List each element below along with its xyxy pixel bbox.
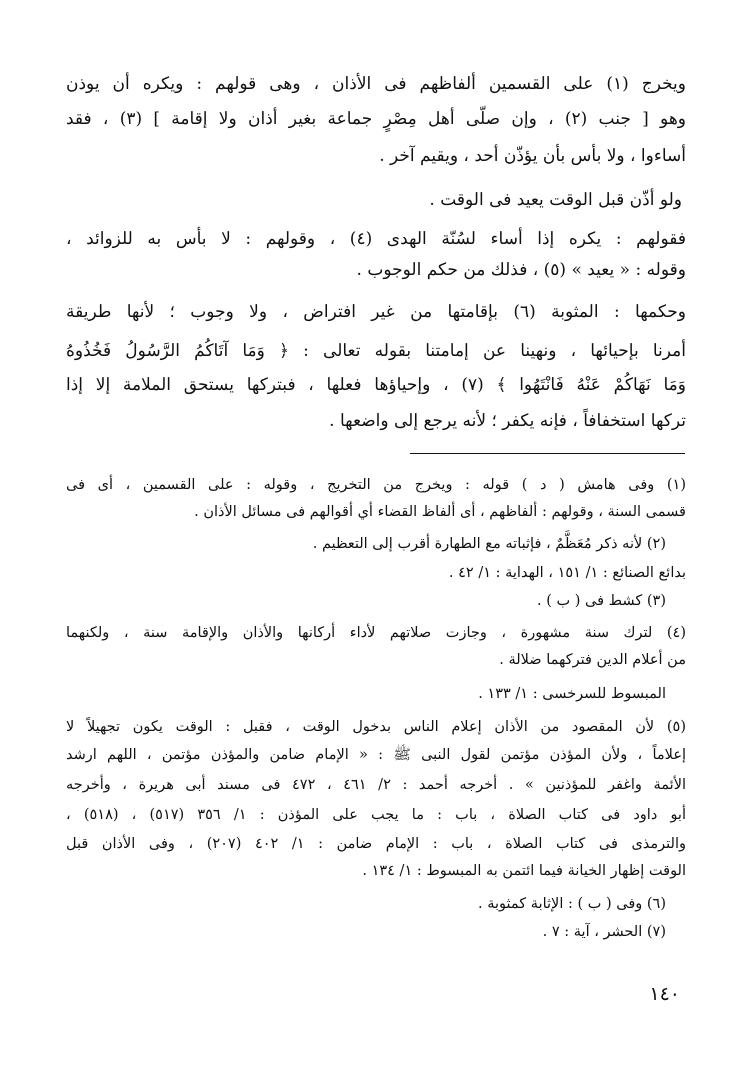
footnote-line: أبو داود فى كتاب الصلاة ، باب : ما يجب على المؤذن : ١/ ٣٥٦ (٥١٧) ، (٥١٨) ، xyxy=(66,807,686,823)
footnote-line: الأئمة واغفر للمؤذنين » . أخرجه أحمد : ٢/ ٤٦١ ، ٤٧٢ فى مسند أبى هريرة ، وأخرجه xyxy=(66,777,687,793)
main-text-line: أمرنا بإحيائها ، ونهينا عن إمامتنا بقوله تعالى : ﴿ وَمَا آتَاكُمُ الرَّسُولُ فَخُذُوهُ xyxy=(66,341,686,361)
footnote-line: والترمذى فى كتاب الصلاة ، باب : الإمام ضامن : ١/ ٤٠٢ (٢٠٧) ، وفى الأذان قبل xyxy=(66,836,687,852)
main-text-line: وحكمها : المثوبة (٦) بإقامتها من غير افتراض ، ولا وجوب ؛ لأنها طريقة xyxy=(66,302,686,322)
main-text-line: أساءوا ، ولا بأس بأن يؤذّن أحد ، ويقيم آخر . xyxy=(379,146,686,166)
footnote-line: (١) وفى هامش ( د ) قوله : ويخرج من التخريج ، وقوله : على القسمين ، أى فى xyxy=(66,477,686,493)
main-text-line: ويخرج (١) على القسمين ألفاظهم فى الأذان ، وهى قولهم : ويكره أن يوذن xyxy=(66,74,686,94)
footnote-line: المبسوط للسرخسى : ١/ ١٣٣ . xyxy=(478,686,666,702)
footnote-line: قسمى السنة ، وقولهم : ألفاظهم ، أى ألفاظ القضاء أي أقوالهم فى مسائل الأذان . xyxy=(194,504,686,520)
footnote-line: (٧) الحشر ، آية : ٧ . xyxy=(542,924,666,940)
main-text-line: وقوله : « يعيد » (٥) ، فذلك من حكم الوجوب . xyxy=(356,260,686,280)
main-text-line: ولو أذّن قبل الوقت يعيد فى الوقت . xyxy=(429,190,682,210)
main-text-line: فقولهم : يكره إذا أساء لسُنّة الهدى (٤) ، وقولهم : لا بأس به للزوائد ، xyxy=(66,229,686,249)
footnote-separator xyxy=(410,453,685,454)
footnote-line: الوقت إظهار الخيانة فيما ائتمن به المبسوط : ١/ ١٣٤ . xyxy=(362,863,686,879)
main-text-line: وَمَا نَهَاكُمْ عَنْهُ فَانْتَهُوا ﴾ (٧) ، وإحياؤها فعلها ، فبتركها يستحق الملامة إلا إذا xyxy=(66,375,686,395)
footnote-line: (٥) لأن المقصود من الأذان إعلام الناس بدخول الوقت ، فقبل : الوقت يكون تجهيلاً لا xyxy=(66,719,686,735)
footnote-line: (٦) وفى ( ب ) : الإثابة كمثوبة . xyxy=(478,896,666,912)
footnote-line: بدائع الصنائع : ١/ ١٥١ ، الهداية : ١/ ٤٢ . xyxy=(448,565,686,581)
page-number: ١٤٠ xyxy=(649,983,680,1005)
main-text-line: تركها استخفافاً ، فإنه يكفر ؛ لأنه يرجع إلى واضعها . xyxy=(329,411,686,431)
footnote-line: إعلاماً ، ولأن المؤذن مؤتمن لقول النبى ﷺ : « الإمام ضامن والمؤذن مؤتمن ، اللهم ارشد xyxy=(66,747,686,763)
footnote-line: (٣) كشط فى ( ب ) . xyxy=(537,593,666,609)
footnote-line: (٢) لأنه ذكر مُعَظَّمٌ ، فإثباته مع الطهارة أقرب إلى التعظيم . xyxy=(312,536,666,552)
main-text-line: وهو [ جنب (٢) ، وإن صلّى أهل مِصْرٍ جماعة بغير أذان ولا إقامة ] (٣) ، فقد xyxy=(66,109,687,129)
footnote-line: من أعلام الدين فتركهما ضلالة . xyxy=(499,652,686,668)
footnote-line: (٤) لترك سنة مشهورة ، وجازت صلاتهم لأداء أركانها والأذان والإقامة سنة ، ولكنهما xyxy=(66,625,686,641)
